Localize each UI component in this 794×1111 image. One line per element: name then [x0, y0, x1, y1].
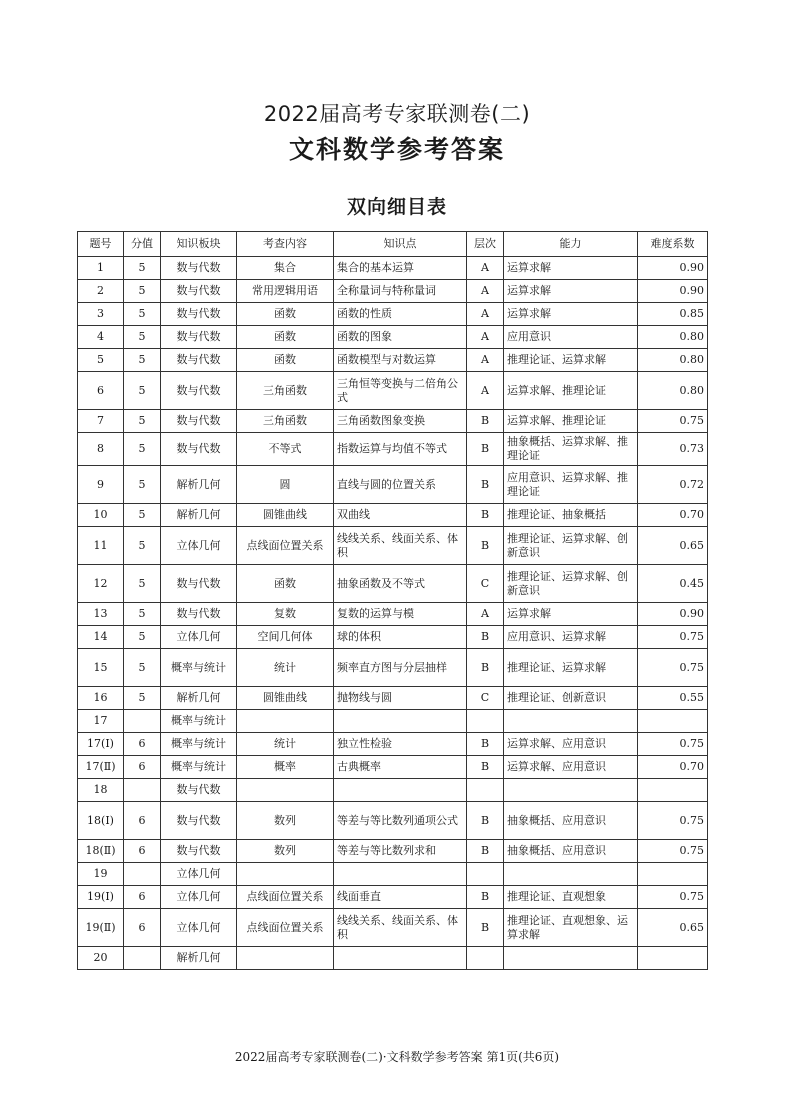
ability-cell: 抽象概括、运算求解、推理论证: [504, 433, 638, 466]
table-row: [78, 947, 708, 970]
content-cell: 三角函数: [237, 372, 334, 410]
content-cell: 点线面位置关系: [237, 909, 334, 947]
score-cell: 5: [124, 626, 161, 649]
ability-cell: 推理论证、创新意识: [504, 687, 638, 710]
content-cell: 函数: [237, 303, 334, 326]
knowledge-block-cell: 概率与统计: [161, 733, 237, 756]
content-cell: 点线面位置关系: [237, 886, 334, 909]
score-cell: 5: [124, 349, 161, 372]
table-row: [78, 687, 708, 710]
knowledge-block-cell: 解析几何: [161, 466, 237, 504]
knowledge-block-cell: 概率与统计: [161, 649, 237, 687]
difficulty-cell: 0.70: [638, 504, 708, 527]
knowledge-block-cell: 数与代数: [161, 280, 237, 303]
difficulty-cell: 0.75: [638, 733, 708, 756]
content-cell: 数列: [237, 840, 334, 863]
question-number: 17(Ⅰ): [78, 733, 124, 756]
score-cell: 5: [124, 257, 161, 280]
content-cell: 数列: [237, 802, 334, 840]
knowledge-point-cell: 双曲线: [334, 504, 467, 527]
knowledge-block-cell: 数与代数: [161, 303, 237, 326]
ability-cell: [504, 710, 638, 733]
column-header: 难度系数: [638, 232, 708, 257]
knowledge-block-cell: 立体几何: [161, 886, 237, 909]
table-row: [78, 710, 708, 733]
knowledge-point-cell: 函数的图象: [334, 326, 467, 349]
knowledge-block-cell: 数与代数: [161, 779, 237, 802]
knowledge-point-cell: 古典概率: [334, 756, 467, 779]
content-cell: 复数: [237, 603, 334, 626]
level-cell: C: [467, 565, 504, 603]
ability-cell: 推理论证、运算求解: [504, 649, 638, 687]
level-cell: A: [467, 257, 504, 280]
table-row: [78, 603, 708, 626]
difficulty-cell: 0.90: [638, 280, 708, 303]
column-header: 分值: [124, 232, 161, 257]
table-row: [78, 410, 708, 433]
content-cell: 统计: [237, 649, 334, 687]
ability-cell: 运算求解、推理论证: [504, 410, 638, 433]
score-cell: 6: [124, 886, 161, 909]
table-row: [78, 649, 708, 687]
knowledge-block-cell: 数与代数: [161, 372, 237, 410]
difficulty-cell: 0.90: [638, 257, 708, 280]
table-row: [78, 527, 708, 565]
question-number: 17(Ⅱ): [78, 756, 124, 779]
ability-cell: 推理论证、直观想象、运算求解: [504, 909, 638, 947]
knowledge-point-cell: [334, 710, 467, 733]
score-cell: 6: [124, 756, 161, 779]
column-header: 能力: [504, 232, 638, 257]
table-row: [78, 466, 708, 504]
knowledge-point-cell: 函数模型与对数运算: [334, 349, 467, 372]
knowledge-block-cell: 数与代数: [161, 410, 237, 433]
table-body: [78, 257, 708, 970]
difficulty-cell: [638, 779, 708, 802]
knowledge-point-cell: 频率直方图与分层抽样: [334, 649, 467, 687]
difficulty-cell: 0.75: [638, 802, 708, 840]
level-cell: B: [467, 649, 504, 687]
level-cell: B: [467, 802, 504, 840]
content-cell: [237, 710, 334, 733]
score-cell: 5: [124, 410, 161, 433]
ability-cell: 运算求解: [504, 257, 638, 280]
knowledge-block-cell: 立体几何: [161, 527, 237, 565]
knowledge-block-cell: 数与代数: [161, 349, 237, 372]
score-cell: 5: [124, 687, 161, 710]
difficulty-cell: 0.70: [638, 756, 708, 779]
knowledge-point-cell: 复数的运算与模: [334, 603, 467, 626]
knowledge-block-cell: 数与代数: [161, 840, 237, 863]
ability-cell: 运算求解、推理论证: [504, 372, 638, 410]
level-cell: A: [467, 372, 504, 410]
ability-cell: [504, 863, 638, 886]
level-cell: B: [467, 756, 504, 779]
ability-cell: 应用意识: [504, 326, 638, 349]
knowledge-point-cell: [334, 947, 467, 970]
knowledge-block-cell: 立体几何: [161, 909, 237, 947]
difficulty-cell: 0.75: [638, 649, 708, 687]
level-cell: B: [467, 410, 504, 433]
score-cell: [124, 863, 161, 886]
difficulty-cell: 0.75: [638, 626, 708, 649]
knowledge-point-cell: 三角恒等变换与二倍角公式: [334, 372, 467, 410]
score-cell: [124, 779, 161, 802]
ability-cell: 运算求解: [504, 303, 638, 326]
content-cell: 函数: [237, 565, 334, 603]
difficulty-cell: 0.80: [638, 349, 708, 372]
score-cell: 5: [124, 372, 161, 410]
knowledge-point-cell: 全称量词与特称量词: [334, 280, 467, 303]
knowledge-point-cell: 直线与圆的位置关系: [334, 466, 467, 504]
question-number: 18: [78, 779, 124, 802]
question-number: 20: [78, 947, 124, 970]
difficulty-cell: [638, 710, 708, 733]
difficulty-cell: 0.45: [638, 565, 708, 603]
score-cell: 5: [124, 527, 161, 565]
score-cell: 6: [124, 802, 161, 840]
level-cell: B: [467, 527, 504, 565]
ability-cell: 运算求解: [504, 280, 638, 303]
question-number: 14: [78, 626, 124, 649]
question-number: 17: [78, 710, 124, 733]
score-cell: 5: [124, 649, 161, 687]
knowledge-point-cell: [334, 863, 467, 886]
difficulty-cell: [638, 947, 708, 970]
ability-cell: 推理论证、直观想象: [504, 886, 638, 909]
table-row: [78, 280, 708, 303]
knowledge-block-cell: 数与代数: [161, 433, 237, 466]
table-row: [78, 349, 708, 372]
question-number: 12: [78, 565, 124, 603]
difficulty-cell: 0.75: [638, 886, 708, 909]
knowledge-block-cell: 数与代数: [161, 565, 237, 603]
level-cell: A: [467, 349, 504, 372]
table-row: [78, 303, 708, 326]
knowledge-block-cell: 概率与统计: [161, 710, 237, 733]
knowledge-point-cell: [334, 779, 467, 802]
knowledge-block-cell: 数与代数: [161, 802, 237, 840]
knowledge-point-cell: 线线关系、线面关系、体积: [334, 909, 467, 947]
section-title: 双向细目表: [346, 196, 447, 218]
question-number: 11: [78, 527, 124, 565]
table-row: [78, 756, 708, 779]
content-cell: 圆锥曲线: [237, 504, 334, 527]
content-cell: 集合: [237, 257, 334, 280]
level-cell: B: [467, 840, 504, 863]
score-cell: 5: [124, 280, 161, 303]
score-cell: 5: [124, 504, 161, 527]
score-cell: 5: [124, 303, 161, 326]
knowledge-point-cell: 独立性检验: [334, 733, 467, 756]
score-cell: 5: [124, 565, 161, 603]
ability-cell: 运算求解: [504, 603, 638, 626]
column-header: 题号: [78, 232, 124, 257]
knowledge-block-cell: 数与代数: [161, 326, 237, 349]
level-cell: A: [467, 280, 504, 303]
difficulty-cell: 0.73: [638, 433, 708, 466]
question-number: 6: [78, 372, 124, 410]
level-cell: [467, 947, 504, 970]
difficulty-cell: 0.65: [638, 527, 708, 565]
level-cell: B: [467, 733, 504, 756]
ability-cell: 运算求解、应用意识: [504, 733, 638, 756]
level-cell: [467, 710, 504, 733]
knowledge-point-cell: 等差与等比数列通项公式: [334, 802, 467, 840]
table-row: [78, 504, 708, 527]
score-cell: 5: [124, 603, 161, 626]
answer-title: 文科数学参考答案: [288, 135, 505, 164]
table-row: [78, 565, 708, 603]
question-number: 4: [78, 326, 124, 349]
level-cell: A: [467, 326, 504, 349]
difficulty-cell: 0.75: [638, 840, 708, 863]
ability-cell: [504, 947, 638, 970]
knowledge-point-cell: 线线关系、线面关系、体积: [334, 527, 467, 565]
content-cell: 空间几何体: [237, 626, 334, 649]
content-cell: 不等式: [237, 433, 334, 466]
content-cell: 圆: [237, 466, 334, 504]
knowledge-point-cell: 线面垂直: [334, 886, 467, 909]
table-header-row: [78, 232, 708, 257]
level-cell: B: [467, 433, 504, 466]
content-cell: 函数: [237, 326, 334, 349]
knowledge-point-cell: 函数的性质: [334, 303, 467, 326]
level-cell: A: [467, 303, 504, 326]
level-cell: [467, 779, 504, 802]
content-cell: 点线面位置关系: [237, 527, 334, 565]
question-number: 10: [78, 504, 124, 527]
column-header: 知识板块: [161, 232, 237, 257]
ability-cell: 应用意识、运算求解、推理论证: [504, 466, 638, 504]
knowledge-block-cell: 数与代数: [161, 603, 237, 626]
question-number: 1: [78, 257, 124, 280]
level-cell: [467, 863, 504, 886]
difficulty-cell: 0.65: [638, 909, 708, 947]
question-number: 15: [78, 649, 124, 687]
exam-title: 2022届高考专家联测卷(二): [263, 102, 531, 126]
level-cell: B: [467, 886, 504, 909]
level-cell: B: [467, 466, 504, 504]
level-cell: B: [467, 504, 504, 527]
knowledge-block-cell: 解析几何: [161, 504, 237, 527]
knowledge-block-cell: 立体几何: [161, 626, 237, 649]
page-footer: 2022届高考专家联测卷(二)·文科数学参考答案 第1页(共6页): [234, 1050, 560, 1064]
question-number: 7: [78, 410, 124, 433]
score-cell: [124, 947, 161, 970]
score-cell: 6: [124, 909, 161, 947]
level-cell: B: [467, 626, 504, 649]
content-cell: [237, 947, 334, 970]
table-row: [78, 326, 708, 349]
knowledge-block-cell: 解析几何: [161, 687, 237, 710]
table-row: [78, 909, 708, 947]
ability-cell: 抽象概括、应用意识: [504, 840, 638, 863]
difficulty-cell: [638, 863, 708, 886]
knowledge-point-cell: 等差与等比数列求和: [334, 840, 467, 863]
knowledge-point-cell: 球的体积: [334, 626, 467, 649]
knowledge-point-cell: 三角函数图象变换: [334, 410, 467, 433]
column-header: 考查内容: [237, 232, 334, 257]
question-number: 5: [78, 349, 124, 372]
level-cell: B: [467, 909, 504, 947]
ability-cell: 运算求解、应用意识: [504, 756, 638, 779]
score-cell: 6: [124, 840, 161, 863]
knowledge-point-cell: 抽象函数及不等式: [334, 565, 467, 603]
table-row: [78, 779, 708, 802]
question-number: 18(Ⅱ): [78, 840, 124, 863]
knowledge-block-cell: 立体几何: [161, 863, 237, 886]
difficulty-cell: 0.75: [638, 410, 708, 433]
question-number: 9: [78, 466, 124, 504]
table-row: [78, 840, 708, 863]
level-cell: A: [467, 603, 504, 626]
score-cell: 5: [124, 433, 161, 466]
difficulty-cell: 0.80: [638, 326, 708, 349]
question-number: 18(Ⅰ): [78, 802, 124, 840]
table-row: [78, 886, 708, 909]
difficulty-cell: 0.90: [638, 603, 708, 626]
knowledge-block-cell: 数与代数: [161, 257, 237, 280]
difficulty-cell: 0.85: [638, 303, 708, 326]
question-number: 16: [78, 687, 124, 710]
content-cell: 常用逻辑用语: [237, 280, 334, 303]
question-number: 19: [78, 863, 124, 886]
table-row: [78, 802, 708, 840]
table-row: [78, 257, 708, 280]
score-cell: 5: [124, 326, 161, 349]
table-row: [78, 733, 708, 756]
knowledge-block-cell: 解析几何: [161, 947, 237, 970]
ability-cell: 推理论证、运算求解、创新意识: [504, 527, 638, 565]
question-number: 3: [78, 303, 124, 326]
content-cell: 概率: [237, 756, 334, 779]
specification-table: [77, 231, 708, 970]
table-row: [78, 433, 708, 466]
ability-cell: 推理论证、运算求解、创新意识: [504, 565, 638, 603]
difficulty-cell: 0.80: [638, 372, 708, 410]
score-cell: 5: [124, 466, 161, 504]
knowledge-point-cell: 指数运算与均值不等式: [334, 433, 467, 466]
content-cell: [237, 779, 334, 802]
content-cell: 圆锥曲线: [237, 687, 334, 710]
ability-cell: 推理论证、运算求解: [504, 349, 638, 372]
column-header: 知识点: [334, 232, 467, 257]
difficulty-cell: 0.72: [638, 466, 708, 504]
score-cell: 6: [124, 733, 161, 756]
ability-cell: 抽象概括、应用意识: [504, 802, 638, 840]
content-cell: [237, 863, 334, 886]
content-cell: 函数: [237, 349, 334, 372]
question-number: 2: [78, 280, 124, 303]
level-cell: C: [467, 687, 504, 710]
ability-cell: [504, 779, 638, 802]
question-number: 19(Ⅰ): [78, 886, 124, 909]
ability-cell: 应用意识、运算求解: [504, 626, 638, 649]
knowledge-point-cell: 集合的基本运算: [334, 257, 467, 280]
ability-cell: 推理论证、抽象概括: [504, 504, 638, 527]
content-cell: 统计: [237, 733, 334, 756]
table-row: [78, 863, 708, 886]
question-number: 8: [78, 433, 124, 466]
question-number: 19(Ⅱ): [78, 909, 124, 947]
score-cell: [124, 710, 161, 733]
difficulty-cell: 0.55: [638, 687, 708, 710]
knowledge-point-cell: 抛物线与圆: [334, 687, 467, 710]
table-row: [78, 372, 708, 410]
knowledge-block-cell: 概率与统计: [161, 756, 237, 779]
question-number: 13: [78, 603, 124, 626]
table-row: [78, 626, 708, 649]
content-cell: 三角函数: [237, 410, 334, 433]
column-header: 层次: [467, 232, 504, 257]
